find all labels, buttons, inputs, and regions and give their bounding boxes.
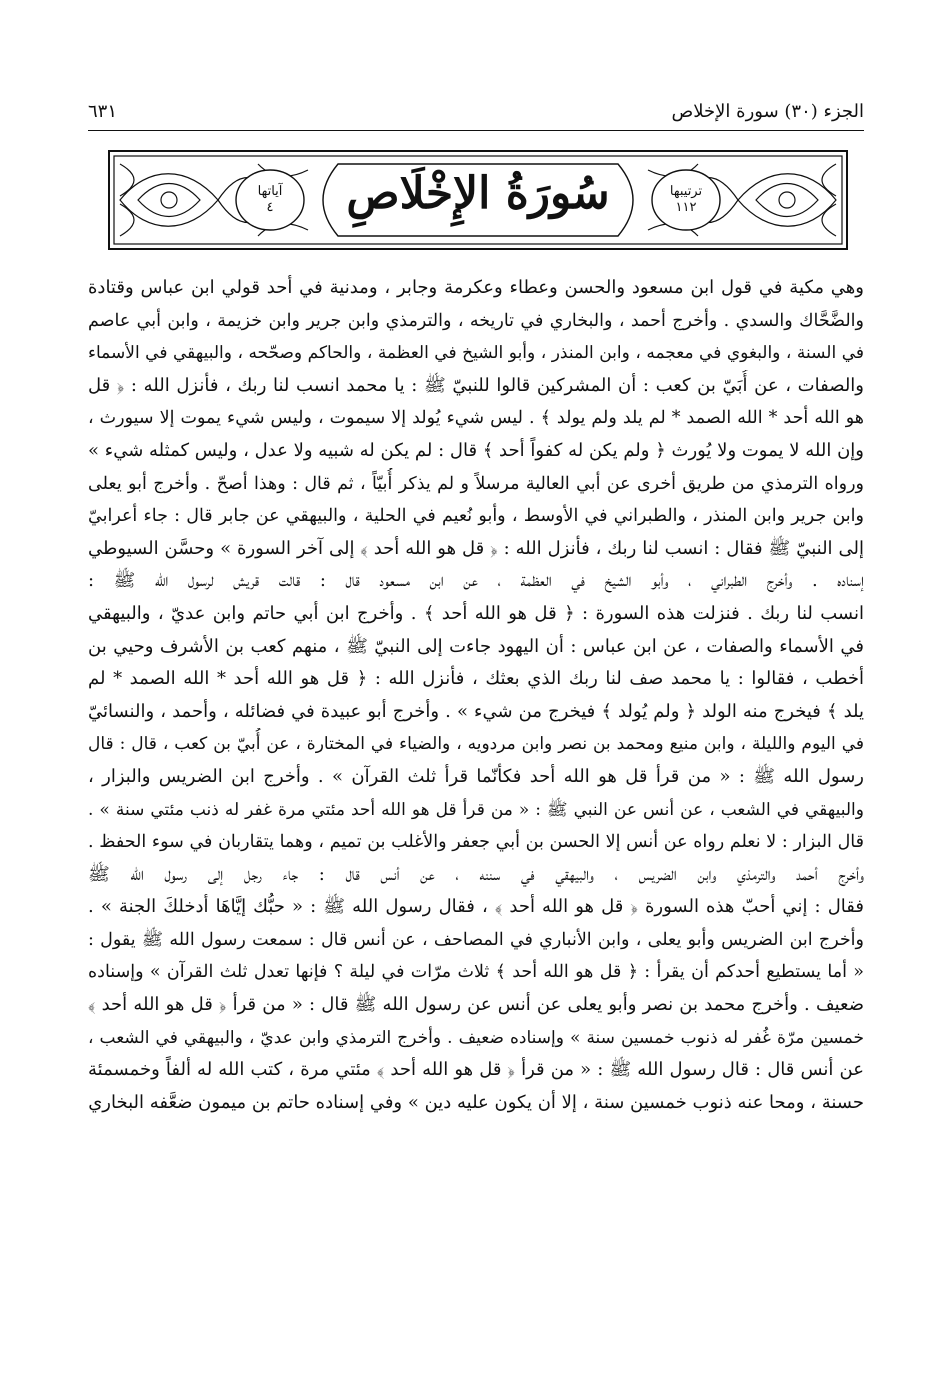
running-header (88, 96, 864, 126)
text-line: فقال : إني أحبّ هذه السورة ﴿ قل هو الله أحد ﴾ ، فقال رسول الله ﷺ : « حبُّك إيَّاهَا أدخلكَ الجنة » . (88, 896, 864, 918)
page-number: ٦٣١ (88, 100, 118, 122)
surah-title: سُورَةُ الإِخْلَاصِ (346, 168, 610, 219)
verses-medallion (237, 170, 303, 230)
order-number: ١١٢ (675, 200, 697, 215)
text-line: عن أنس قال : قال رسول الله ﷺ : « من قرأ ﴿ قل هو الله أحد ﴾ مئتي مرة ، كتب الله له ألفاً وخمسمئة (88, 1059, 864, 1081)
text-line: في الأسماء والصفات ، عن ابن عباس : أن اليهود جاءت إلى النبيّ ﷺ ، منهم كعب بن الأشرف وحيي بن (88, 635, 864, 657)
body-text (88, 272, 864, 1119)
text-line: والصفات ، عن أُبَيّ بن كعب : أن المشركين قالوا للنبيّ ﷺ : يا محمد انسب لنا ربك ، فأنزل الله : ﴿ قل (88, 374, 864, 396)
text-line: وابن جرير وابن المنذر ، والطبراني في الأوسط ، وأبو نُعيم في الحلية ، والبيهقي عن جابر قال : جاء أعرابيّ (88, 506, 864, 527)
text-line: « أما يستطيع أحدكم أن يقرأ : ﴿ قل هو الله أحد ﴾ ثلاث مرّات في ليلة ؟ فإنها تعدل ثلث القرآن » وإسناده (88, 962, 864, 983)
text-line: في اليوم والليلة ، وابن منيع ومحمد بن نصر وابن مردويه ، والضياء في المختارة ، عن أُبيّ بن كعب ، قال : قال (88, 734, 864, 755)
order-medallion (653, 170, 719, 230)
text-line: حسنة ، ومحا عنه ذنوب خمسين سنة ، إلا أن يكون عليه دين » وفي إسناده حاتم بن ميمون ضعَّفه البخاري (88, 1091, 864, 1113)
verses-number: ٤ (266, 200, 274, 215)
text-line: أخطب ، فقالوا : يا محمد صف لنا ربك الذي بعثك ، فأنزل الله : ﴿ قل هو الله أحد * الله الصمد * لم (88, 668, 864, 690)
surah-banner (108, 150, 848, 250)
text-line: وأخرج ابن الضريس وأبو يعلى ، وابن الأنباري في المصاحف ، عن أنس قال : سمعت رسول الله ﷺ يقول : (88, 929, 864, 950)
text-line: إسناده . وأخرج الطبراني ، وأبو الشيخ في العظمة ، عن ابن مسعود قال : قالت قريش لرسول الله ﷺ : (88, 570, 864, 592)
text-line: قال البزار : لا نعلم رواه عن أنس إلا الحسن بن أبي جعفر والأغلب بن تميم ، وهما يتقاربان في سوء الحفظ . (88, 832, 864, 853)
text-line: يلد ﴾ فيخرج منه الولد ﴿ ولم يُولد ﴾ فيخرج من شيء » . وأخرج أبو عبيدة في فضائله ، وأحمد ، والنسائيّ (88, 700, 864, 722)
text-line: إلى النبيّ ﷺ فقال : انسب لنا ربك ، فأنزل الله : ﴿ قل هو الله أحد ﴾ إلى آخر السورة » وحسَّن السيوطي (88, 537, 864, 559)
verses-label: آياتها (257, 184, 283, 199)
text-line: خمسين مرّة غُفر له ذنوب خمسين سنة » وإسناده ضعيف . وأخرج الترمذي وابن عديّ ، والبيهقي في الشعب ، (88, 1027, 864, 1048)
header-title: الجزء (٣٠) سورة الإخلاص (671, 100, 864, 122)
text-line: والضَّحَّاك والسدي . وأخرج أحمد ، والبخاري في تاريخه ، والترمذي وابن جرير وابن خزيمة ، وابن أبي عاصم (88, 310, 864, 331)
header-rule (88, 130, 864, 131)
order-label: ترتيبها (669, 184, 703, 199)
text-line: ورواه الترمذي من طريق أخرى عن أبي العالية مرسلاً و لم يذكر أُبيّاً ، ثم قال : وهذا أصحّ . وأخرج أبو يعلى (88, 473, 864, 494)
text-line: رسول الله ﷺ : « من قرأ قل هو الله أحد فكأنّما قرأ ثلث القرآن » . وأخرج ابن الضريس والبزار ، (88, 765, 864, 787)
text-line: هو الله أحد * الله الصمد * لم يلد ولم يولد ﴾ . ليس شيء يُولد إلا سيموت ، وليس شيء يموت إلا سيورث ، (88, 408, 864, 429)
text-line: وأخرج أحمد والترمذي وابن الضريس ، والبيهقي في سننه ، عن أنس قال : جاء رجل إلى رسول الله ﷺ (88, 863, 864, 885)
text-line: في السنة ، والبغوي في معجمه ، وابن المنذر ، وأبو الشيخ في العظمة ، والحاكم وصحّحه ، والبيهقي في الأسماء (88, 343, 864, 364)
text-line: وهي مكية في قول ابن مسعود والحسن وعطاء وعكرمة وجابر ، ومدنية في أحد قولي ابن عباس وقتادة (88, 277, 864, 298)
text-line: والبيهقي في الشعب ، عن أنس عن النبي ﷺ : « من قرأ قل هو الله أحد مئتي مرة غفر له ذنب مئتي سنة » . (88, 799, 864, 820)
text-line: وإن الله لا يموت ولا يُورث ﴿ ولم يكن له كفواً أحد ﴾ قال : لم يكن له شبيه ولا عدل ، وليس كمثله شيء » (88, 439, 864, 461)
text-line: انسب لنا ربك . فنزلت هذه السورة : ﴿ قل هو الله أحد ﴾ . وأخرج ابن أبي حاتم وابن عديّ ، والبيهقي (88, 602, 864, 624)
text-line: ضعيف . وأخرج محمد بن نصر وأبو يعلى عن أنس عن رسول الله ﷺ قال : « من قرأ ﴿ قل هو الله أحد ﴾ (88, 994, 864, 1016)
